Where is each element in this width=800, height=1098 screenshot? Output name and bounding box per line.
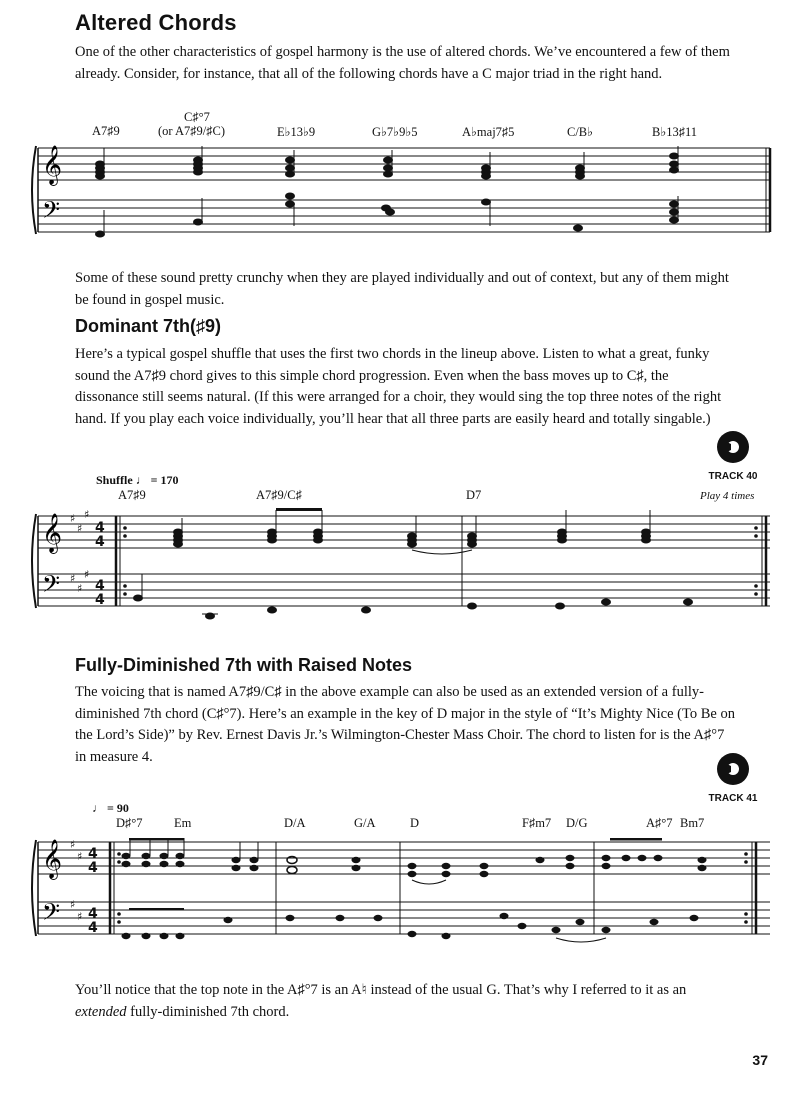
closing-paragraph xyxy=(75,980,735,1023)
svg-text:♯: ♯ xyxy=(84,568,90,581)
svg-text:4: 4 xyxy=(88,860,98,876)
fully-diminished-paragraph: The voicing that is named A7♯9/C♯ in the above example can also be used as an extended version of a fully-diminished 7th chord (C♯°7). Here’s an example in the key of D major in the style of “It’s Mighty Nice (To Be on the Lord’s Side)” by Rev. Ernest Davis Jr.’s Wilmington-Chester Mass Choir. The chord to listen for is the A♯°7 in measure 4. xyxy=(75,684,735,765)
bass-clef-icon: 𝄢 xyxy=(42,570,61,603)
audio-track-icon xyxy=(716,752,750,786)
music-staff-example-3 xyxy=(0,830,800,954)
chord-symbol: F♯m7 xyxy=(522,816,552,830)
chord-symbol: Bm7 xyxy=(680,816,705,830)
svg-text:4: 4 xyxy=(95,520,105,536)
chord-symbol: A7♯9 xyxy=(118,488,146,502)
svg-text:4: 4 xyxy=(88,846,98,862)
svg-text:4: 4 xyxy=(88,920,98,936)
chord-symbol: D♯°7 xyxy=(116,816,143,830)
svg-text:♯: ♯ xyxy=(70,838,76,851)
chord-symbol: D/G xyxy=(566,816,588,830)
svg-text:♯: ♯ xyxy=(70,898,76,911)
chord-symbol: B♭13♯11 xyxy=(652,125,698,139)
chord-symbol: Em xyxy=(174,816,192,830)
track-label: TRACK 41 xyxy=(708,793,758,804)
intro-paragraph: One of the other characteristics of gospel harmony is the use of altered chords. We’ve encountered a few of them already. Consider, for instance, that all of the following chords have a C major triad in the right hand. xyxy=(75,44,730,82)
svg-text:♯: ♯ xyxy=(77,522,83,535)
music-staff-example-1 xyxy=(0,138,800,250)
svg-text:♯: ♯ xyxy=(77,910,83,923)
svg-text:4: 4 xyxy=(95,592,105,608)
bass-clef-icon: 𝄢 xyxy=(42,196,61,229)
svg-text:4: 4 xyxy=(88,906,98,922)
track-40-badge[interactable] xyxy=(698,430,768,482)
repeat-instruction: Play 4 times xyxy=(700,490,755,502)
chord-symbol: A7♯9 xyxy=(92,124,120,138)
chord-symbol: C/B♭ xyxy=(567,125,594,139)
svg-text:♯: ♯ xyxy=(77,850,83,863)
dominant-title: Dominant 7th(♯9) xyxy=(75,316,221,336)
svg-text:♯: ♯ xyxy=(70,512,76,525)
crunchy-paragraph: Some of these sound pretty crunchy when they are played individually and out of context, but any of them might be found in gospel music. xyxy=(75,270,729,308)
chord-symbol: G/A xyxy=(354,816,376,830)
closing-text-lead: You’ll notice that the top note in the A♯°7 is an A♮ instead of the usual G. That’s why I referred to it as an xyxy=(75,982,687,998)
closing-text-emphasis: extended xyxy=(75,1003,127,1020)
track-41-badge[interactable] xyxy=(698,752,768,804)
chord-symbol: A♯°7 xyxy=(646,816,673,830)
chord-symbol: D7 xyxy=(466,488,482,502)
svg-text:♯: ♯ xyxy=(70,572,76,585)
bass-clef-icon: 𝄢 xyxy=(42,898,61,931)
audio-track-icon xyxy=(716,430,750,464)
section-title: Altered Chords xyxy=(75,10,237,35)
svg-text:4: 4 xyxy=(95,578,105,594)
chord-symbol: E♭13♭9 xyxy=(277,125,316,139)
svg-text:♯: ♯ xyxy=(77,582,83,595)
tempo-marking: ♩ = 90 xyxy=(92,801,129,815)
svg-text:4: 4 xyxy=(95,534,105,550)
track-label: TRACK 40 xyxy=(708,471,758,482)
chord-symbol: A♭maj7♯5 xyxy=(462,125,515,139)
chord-symbol: D xyxy=(410,816,420,830)
closing-text-tail: fully-diminished 7th chord. xyxy=(126,1003,290,1020)
chord-symbol: (or A7♯9/♯C) xyxy=(158,124,226,138)
fully-diminished-title: Fully-Diminished 7th with Raised Notes xyxy=(75,655,413,675)
chord-symbol: A7♯9/C♯ xyxy=(256,488,302,502)
music-staff-example-2 xyxy=(0,502,800,626)
dominant-paragraph: Here’s a typical gospel shuffle that uses the first two chords in the lineup above. Listen to what a great, funky sound the A7♯9 chord gives to this simple chord progression. Even when the bass moves up to C♯, the dissonance still seems natural. (If this were arranged for a choir, they would sing the top three notes of the right hand. If you play each voice individually, you’ll hear that all three parts are easily heard and totally singable.) xyxy=(75,346,722,427)
page-number: 37 xyxy=(752,1052,768,1068)
treble-clef-icon: 𝄞 xyxy=(42,145,63,185)
chord-symbol: D/A xyxy=(284,816,306,830)
chord-symbol: C♯°7 xyxy=(184,110,210,124)
tempo-marking: Shuffle ♩ = 170 xyxy=(96,473,179,487)
svg-text:♯: ♯ xyxy=(84,508,90,521)
treble-clef-icon: 𝄞 xyxy=(42,513,63,553)
treble-clef-icon: 𝄞 xyxy=(42,839,63,879)
chord-symbol: G♭7♭9♭5 xyxy=(372,125,418,139)
